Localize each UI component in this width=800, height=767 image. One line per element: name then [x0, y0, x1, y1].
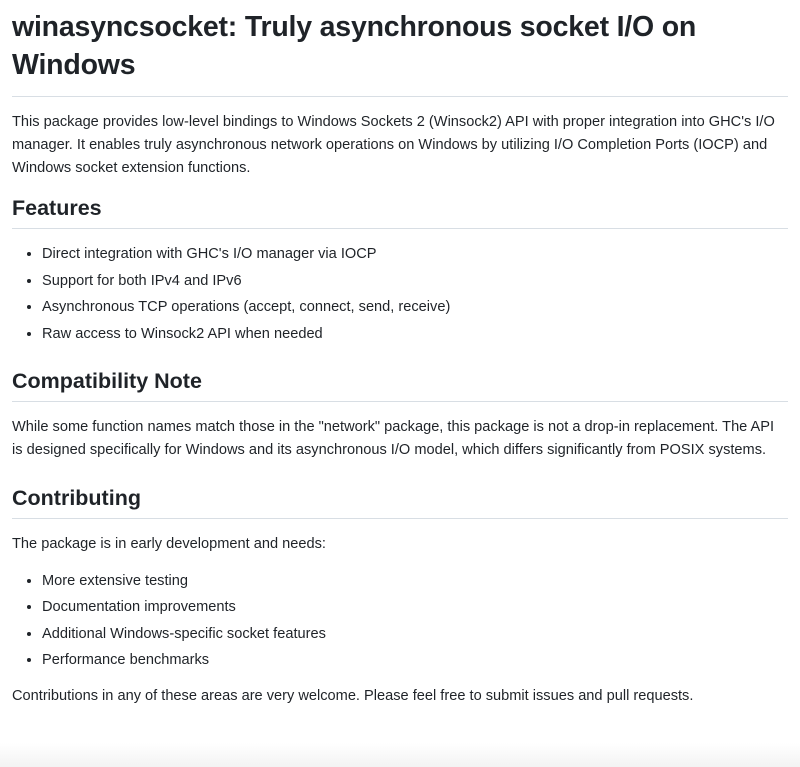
intro-paragraph: This package provides low-level bindings to Windows Sockets 2 (Winsock2) API with proper integration into GHC's I/O manager. It enables truly asynchronous network operations on Windows by utilizing I/O Completion Ports (IOCP) and Windows socket extension functions. — [12, 114, 775, 176]
list-item: • Raw access to Winsock2 API when needed — [42, 323, 788, 345]
list-item: • Additional Windows-specific socket features — [42, 623, 788, 645]
list-item: • Direct integration with GHC's I/O manager via IOCP — [42, 243, 788, 265]
features-heading: Features — [12, 194, 788, 229]
list-item: • Support for both IPv4 and IPv6 — [42, 270, 788, 292]
bottom-fade — [0, 743, 800, 767]
contributing-list — [12, 570, 788, 672]
contributing-closing: Contributions in any of these areas are very welcome. Please feel free to submit issues and pull requests. — [12, 688, 694, 704]
list-item: • Performance benchmarks — [42, 649, 788, 671]
list-item: • More extensive testing — [42, 570, 788, 592]
features-list — [12, 243, 788, 345]
contributing-intro: The package is in early development and needs: — [12, 535, 326, 552]
list-item: • Documentation improvements — [42, 596, 788, 618]
compatibility-heading: Compatibility Note — [12, 367, 788, 402]
list-item: • Asynchronous TCP operations (accept, connect, send, receive) — [42, 296, 788, 318]
contributing-heading: Contributing — [12, 484, 788, 519]
compatibility-paragraph: While some function names match those in the "network" package, this package is not a drop-in replacement. The API is designed specifically for Windows and its asynchronous I/O model, which differs significantly from POSIX systems. — [12, 418, 775, 458]
page-title: winasyncsocket: Truly asynchronous socket I/O on Windows — [12, 8, 788, 97]
